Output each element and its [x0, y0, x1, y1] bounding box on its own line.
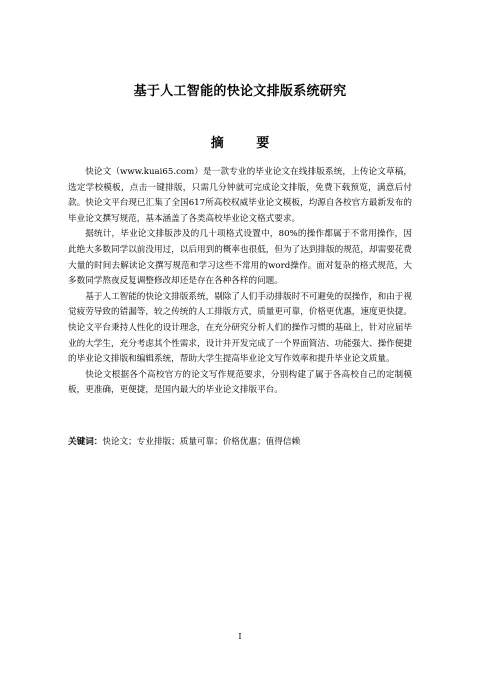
abstract-paragraph-4: 快论文根据各个高校官方的论文写作规范要求，分别构建了属于各高校自己的定制模板，更准确，更便捷，是国内最大的毕业论文排版平台。: [68, 369, 412, 396]
page-number: I: [238, 632, 242, 641]
keywords-line: [68, 435, 412, 451]
abstract-paragraph-2: 据统计，毕业论文排版涉及的几十项格式设置中，80%的操作都属于不常用操作，因此绝大多数同学以前没用过，以后用到的概率也很低，但为了达到排版的规范，却需要花费大量的时间去解读论文撰写规范和学习这些不常用的word操作。面对复杂的格式规范，大多数同学熬夜反复调整修改却还是存在各种各样的问题。: [68, 229, 412, 287]
keywords-label: 关键词：: [68, 437, 103, 447]
abstract-body: [68, 165, 412, 399]
keywords-text: 快论文；专业排版；质量可靠；价格优惠；值得信赖: [102, 437, 301, 447]
abstract-paragraph-1: 快论文（www.kuai65.com）是一款专业的毕业论文在线排版系统，上传论文草稿，选定学校模板，点击一键排版，只需几分钟就可完成论文排版，免费下载预览，满意后付款。快论文平台现已汇集了全国617所高校权威毕业论文模板，均源自各校官方最新发布的毕业论文撰写规范，基本涵盖了各类高校毕业论文格式要求。: [68, 167, 412, 224]
abstract-paragraph-3: 基于人工智能的快论文排版系统，剔除了人们手动排版时不可避免的误操作，和由于视觉疲劳导致的错漏等，较之传统的人工排版方式，质量更可靠，价格更优惠，速度更快捷。快论文平台秉持人性化的设计理念，在充分研究分析人们的操作习惯的基础上，针对应届毕业的大学生，充分考虑其个性需求，设计并开发完成了一个界面简洁、功能强大、操作便捷的毕业论文排版和编辑系统，帮助大学生提高毕业论文写作效率和提升毕业论文质量。: [68, 291, 412, 365]
abstract-heading: 摘 要: [210, 136, 284, 151]
document-title: 基于人工智能的快论文排版系统研究: [133, 84, 347, 99]
